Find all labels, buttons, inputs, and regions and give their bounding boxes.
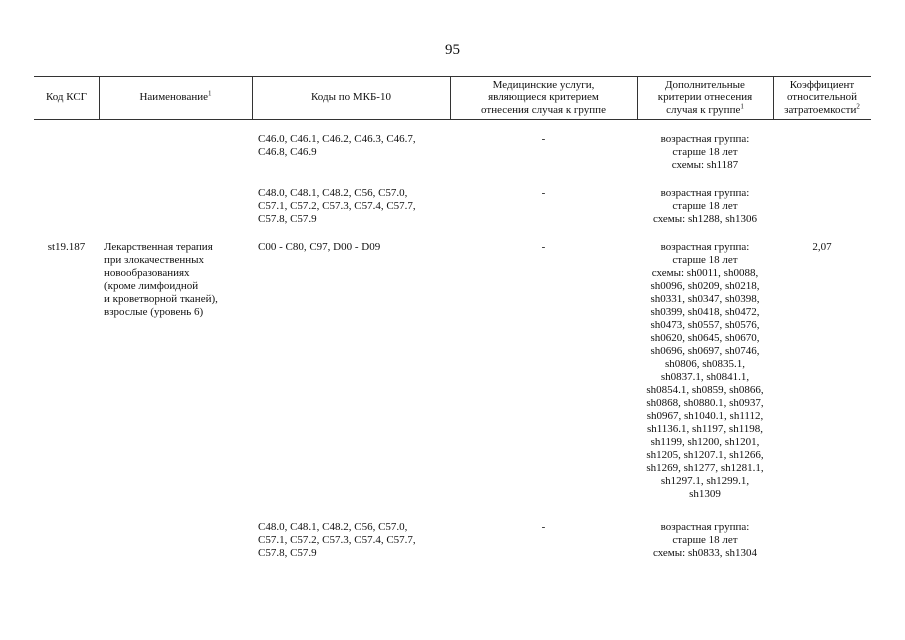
criteria-cell: возрастная группа: старше 18 лет схемы: sh0833, sh1304 xyxy=(652,521,758,559)
page-number: 95 xyxy=(445,42,460,58)
criteria-cell: возрастная группа: старше 18 лет схемы: sh1187 xyxy=(660,133,750,171)
services-cell: - xyxy=(541,187,546,199)
table-header-bottom-rule xyxy=(34,119,871,120)
header-medical-services: Медицинские услуги, являющиеся критерием отнесения случая к группе xyxy=(481,78,606,116)
header-ksg-code: Код КСГ xyxy=(45,91,88,104)
header-coefficient: Коэффициент относительной затратоемкости$^2$ xyxy=(784,78,860,116)
mkb-codes-cell: C46.0, C46.1, C46.2, C46.3, C46.7, C46.8, C46.9 xyxy=(258,133,416,158)
mkb-codes-cell: C48.0, C48.1, C48.2, C56, C57.0, C57.1, C57.2, C57.3, C57.4, C57.7, C57.8, C57.9 xyxy=(258,187,416,225)
mkb-codes-cell: C48.0, C48.1, C48.2, C56, C57.0, C57.1, C57.2, C57.3, C57.4, C57.7, C57.8, C57.9 xyxy=(258,521,416,559)
header-name: Наименование$^1$ xyxy=(139,89,212,104)
services-cell: - xyxy=(541,133,546,145)
name-cell: Лекарственная терапия при злокачественных новообразованиях (кроме лимфоидной и кроветворной тканей), взрослые (уровень 6) xyxy=(104,241,218,318)
header-additional-criteria: Дополнительные критерии отнесения случая к группе$^1$ xyxy=(657,78,753,116)
ksg-code-cell: st19.187 xyxy=(47,241,86,253)
mkb-codes-cell: C00 - C80, C97, D00 - D09 xyxy=(258,241,381,253)
coefficient-cell: 2,07 xyxy=(812,241,832,253)
services-cell: - xyxy=(541,521,546,533)
criteria-cell: возрастная группа: старше 18 лет схемы: sh0011, sh0088, sh0096, sh0209, sh0218, sh0331, sh0347, sh0398, sh0399, sh0418, sh0472, sh0473, sh0557, sh0576, sh0620, sh0645, sh0670, sh0696, sh0697, sh0746, sh0806, sh0835.1, sh0837.1, sh0841.1, sh0854.1, sh0859, sh0866, sh0868, sh0880.1, sh0937, sh0967, sh1040.1, sh1112, sh1136.1, sh1197, sh1198, sh1199, sh1200, sh1201, sh1205, sh1207.1, sh1266, sh1269, sh1277, sh1281.1, sh1297.1, sh1299.1, sh1309 xyxy=(646,241,764,500)
header-mkb-codes: Коды по МКБ-10 xyxy=(311,91,391,104)
services-cell: - xyxy=(541,241,546,253)
criteria-cell: возрастная группа: старше 18 лет схемы: sh1288, sh1306 xyxy=(652,187,758,225)
